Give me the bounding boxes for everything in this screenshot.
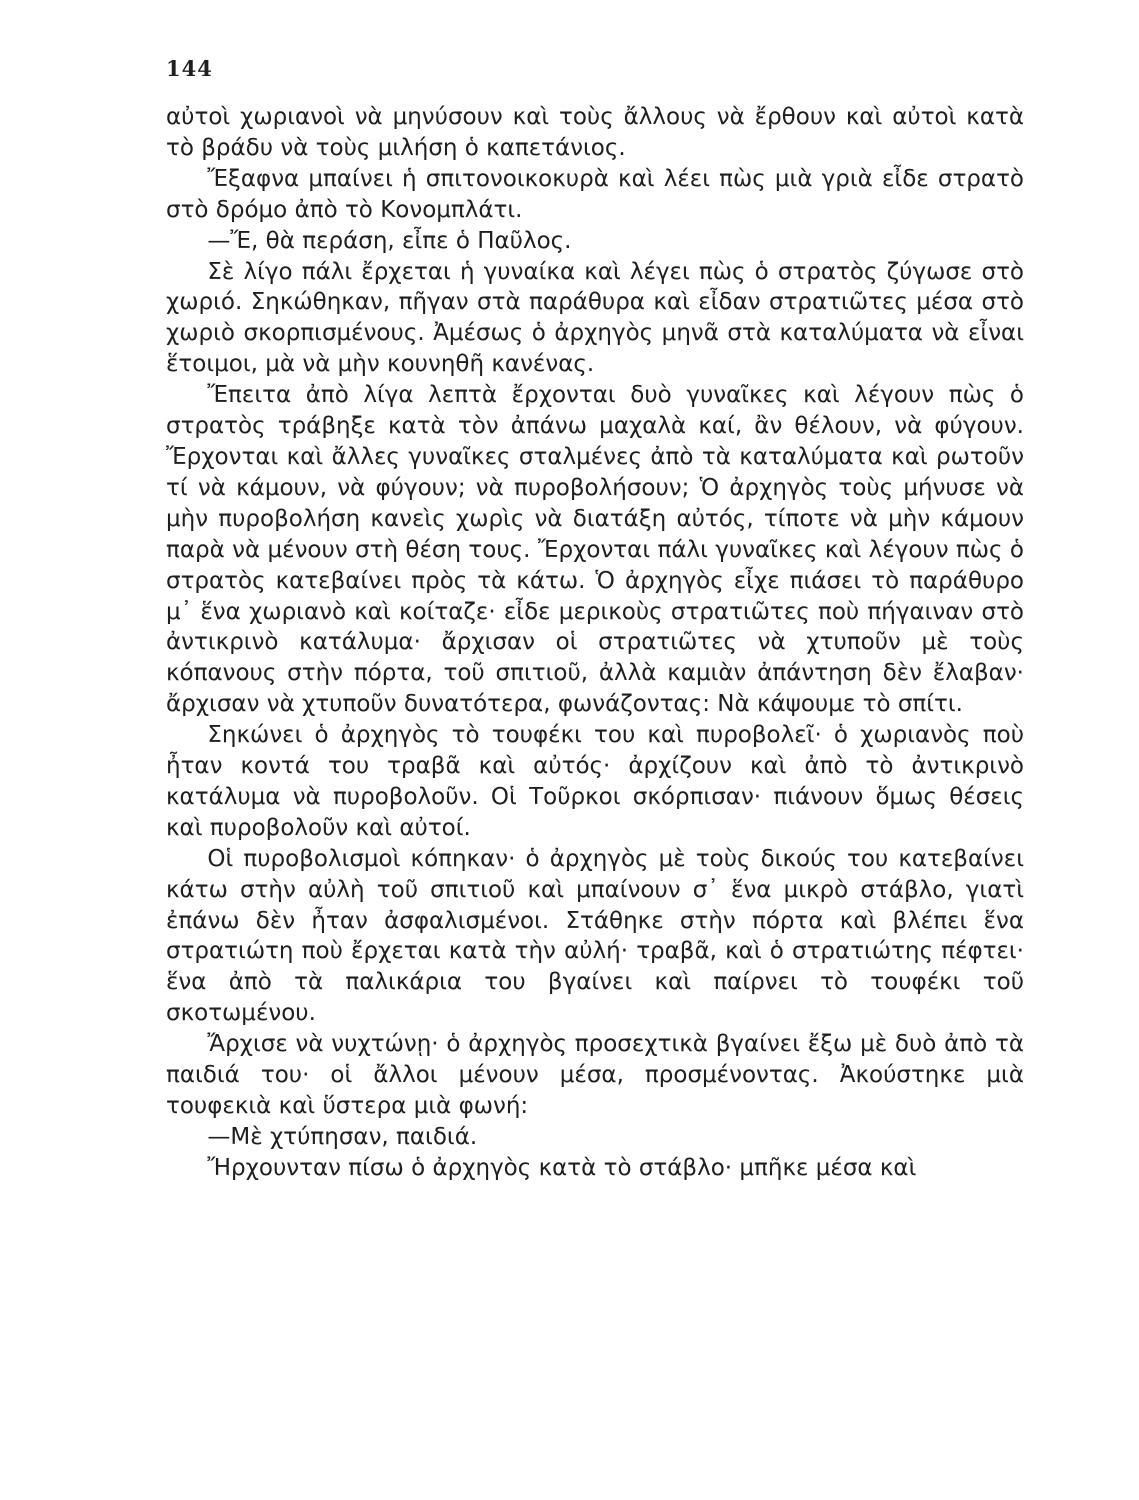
paragraph: —Μὲ χτύπησαν, παιδιά. <box>207 1123 478 1150</box>
paragraph: Ἔπειτα ἀπὸ λίγα λεπτὰ ἔρχονται δυὸ γυναῖκες καὶ λέγουν πὼς ὁ στρατὸς τράβηξε κατὰ τὸν ἀπάνω μαχαλὰ καί, ἂν θέλουν, νὰ φύγουν. Ἔρχονται καὶ ἄλλες γυναῖκες σταλμένες ἀπὸ τὰ καταλύματα καὶ ρωτοῦν τί νὰ κάμουν, νὰ φύγουν; νὰ πυροβολήσουν; Ὁ ἀρχηγὸς τοὺς μήνυσε νὰ μὴν πυροβολήση κανεὶς χωρὶς νὰ διατάξη αὐτός, τίποτε νὰ μὴν κάμουν παρὰ νὰ μένουν στὴ θέση τους. Ἔρχονται πάλι γυναῖκες καὶ λέγουν πὼς ὁ στρατὸς κατεβαίνει πρὸς τὰ κάτω. Ὁ ἀρχηγὸς εἶχε πιάσει τὸ παράθυρο μ᾽ ἕνα χωριανὸ καὶ κοίταζε· εἶδε μερικοὺς στρατιῶτες ποὺ πήγαιναν στὸ ἀντικρινὸ κατάλυμα· ἄρχισαν οἱ στρατιῶτες νὰ χτυποῦν μὲ τοὺς κόπανους στὴν πόρτα, τοῦ σπιτιοῦ, ἀλλὰ καμιὰν ἀπάντηση δὲν ἔλαβαν· ἄρχισαν νὰ χτυποῦν δυνατότερα, φωνάζοντας: Νὰ κάψουμε τὸ σπίτι. <box>166 382 1024 718</box>
paragraph: —Ἔ, θὰ περάση, εἶπε ὁ Παῦλος. <box>207 227 572 254</box>
paragraph: αὐτοὶ χωριανοὶ νὰ μηνύσουν καὶ τοὺς ἄλλους νὰ ἔρθουν καὶ αὐτοὶ κατὰ τὸ βράδυ νὰ τοὺς μιλήση ὁ καπετάνιος. <box>166 104 1024 161</box>
paragraph: Ἄρχισε νὰ νυχτώνῃ· ὁ ἀρχηγὸς προσεχτικὰ βγαίνει ἔξω μὲ δυὸ ἀπὸ τὰ παιδιά του· οἱ ἄλλοι μένουν μέσα, προσμένοντας. Ἀκούστηκε μιὰ τουφεκιὰ καὶ ὕστερα μιὰ φωνή: <box>166 1031 1024 1119</box>
paragraph: Σὲ λίγο πάλι ἔρχεται ἡ γυναίκα καὶ λέγει πὼς ὁ στρατὸς ζύγωσε στὸ χωριό. Σηκώθηκαν, πῆγαν στὰ παράθυρα καὶ εἶδαν στρατιῶτες μέσα στὸ χωριὸ σκορπισμένους. Ἀμέσως ὁ ἀρχηγὸς μηνᾶ στὰ καταλύματα νὰ εἶναι ἕτοιμοι, μὰ νὰ μὴν κουνηθῆ κανένας. <box>166 258 1024 378</box>
paragraph: Σηκώνει ὁ ἀρχηγὸς τὸ τουφέκι του καὶ πυροβολεῖ· ὁ χωριανὸς ποὺ ἦταν κοντά του τραβᾶ καὶ αὐτός· ἀρχίζουν καὶ ἀπὸ τὸ ἀντικρινὸ κατάλυμα νὰ πυροβολοῦν. Οἱ Τοῦρκοι σκόρπισαν· πιάνουν ὅμως θέσεις καὶ πυροβολοῦν καὶ αὐτοί. <box>166 722 1024 841</box>
page-number: 144 <box>166 56 213 81</box>
page-body-text <box>166 102 1024 1184</box>
paragraph: Ἔξαφνα μπαίνει ἡ σπιτονοικοκυρὰ καὶ λέει πὼς μιὰ γριὰ εἶδε στρατὸ στὸ δρόμο ἀπὸ τὸ Κονομπλάτι. <box>166 165 1024 223</box>
paragraph: Οἱ πυροβολισμοὶ κόπηκαν· ὁ ἀρχηγὸς μὲ τοὺς δικούς του κατεβαίνει κάτω στὴν αὐλὴ τοῦ σπιτιοῦ καὶ μπαίνουν σ᾽ ἕνα μικρὸ στάβλο, γιατὶ ἐπάνω δὲν ἦταν ἀσφαλισμένοι. Στάθηκε στὴν πόρτα καὶ βλέπει ἕνα στρατιώτη ποὺ ἔρχεται κατὰ τὴν αὐλή· τραβᾶ, καὶ ὁ στρατιώτης πέφτει· ἕνα ἀπὸ τὰ παλικάρια του βγαίνει καὶ παίρνει τὸ τουφέκι τοῦ σκοτωμένου. <box>166 845 1024 1027</box>
paragraph: Ἤρχουνταν πίσω ὁ ἀρχηγὸς κατὰ τὸ στάβλο· μπῆκε μέσα καὶ <box>207 1154 917 1181</box>
